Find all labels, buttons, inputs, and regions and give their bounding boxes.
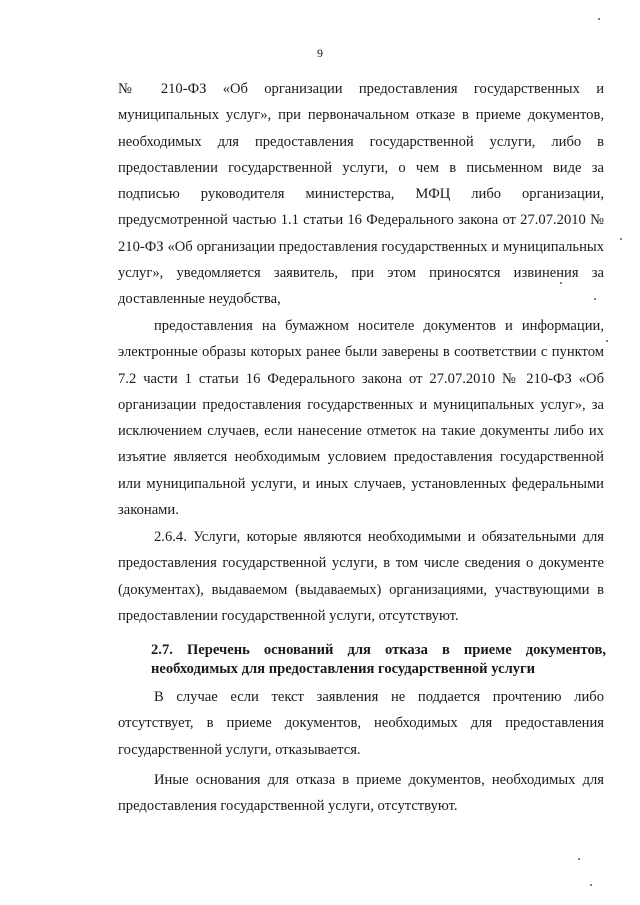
paragraph-other-grounds: Иные основания для отказа в приеме документов, необходимых для предоставления государственной услуги, отсутствуют.	[118, 772, 604, 815]
scan-speck	[598, 18, 600, 20]
scan-speck	[606, 340, 608, 342]
scan-speck	[590, 884, 592, 886]
scan-speck	[578, 858, 580, 860]
scan-speck	[620, 238, 622, 240]
scan-speck	[560, 282, 562, 284]
page-number: 9	[317, 46, 323, 60]
paragraph-continuation: № 210-ФЗ «Об организации предоставления государственных и муниципальных услуг», при первоначальном отказе в приеме документов, необходимых для предоставления государственной услуги, либо в предоставлении государственной услуги, о чем в письменном виде за подписью руководителя министерства, МФЦ либо организации, предусмотренной частью 1.1 статьи 16 Федерального закона от 27.07.2010 № 210-ФЗ «Об организации предоставления государственных и муниципальных услуг», уведомляется заявитель, при этом приносятся извинения за доставленные неудобства,	[118, 81, 604, 308]
paragraph-paper-documents: предоставления на бумажном носителе документов и информации, электронные образы которых ранее были заверены в соответствии с пунктом 7.2 части 1 статьи 16 Федерального закона от 27.07.2010 № 210-ФЗ «Об организации предоставления государственных и муниципальных услуг», за исключением случаев, если нанесение отметок на такие документы либо их изъятие является необходимым условием предоставления государственной или муниципальной услуги, и иных случаев, установленных федеральными законами.	[118, 318, 604, 519]
scan-speck	[594, 298, 596, 300]
paragraph-refusal-unreadable: В случае если текст заявления не поддается прочтению либо отсутствует, в приеме документов, необходимых для предоставления государственной услуги, отказывается.	[118, 689, 604, 758]
section-heading-2-7: 2.7. Перечень оснований для отказа в приеме документов, необходимых для предоставления государственной услуги	[151, 642, 606, 677]
paragraph-2-6-4: 2.6.4. Услуги, которые являются необходимыми и обязательными для предоставления государственной услуги, в том числе сведения о документе (документах), выдаваемом (выдаваемых) организациями, участвующими в предоставлении государственной услуги, отсутствуют.	[118, 529, 604, 624]
